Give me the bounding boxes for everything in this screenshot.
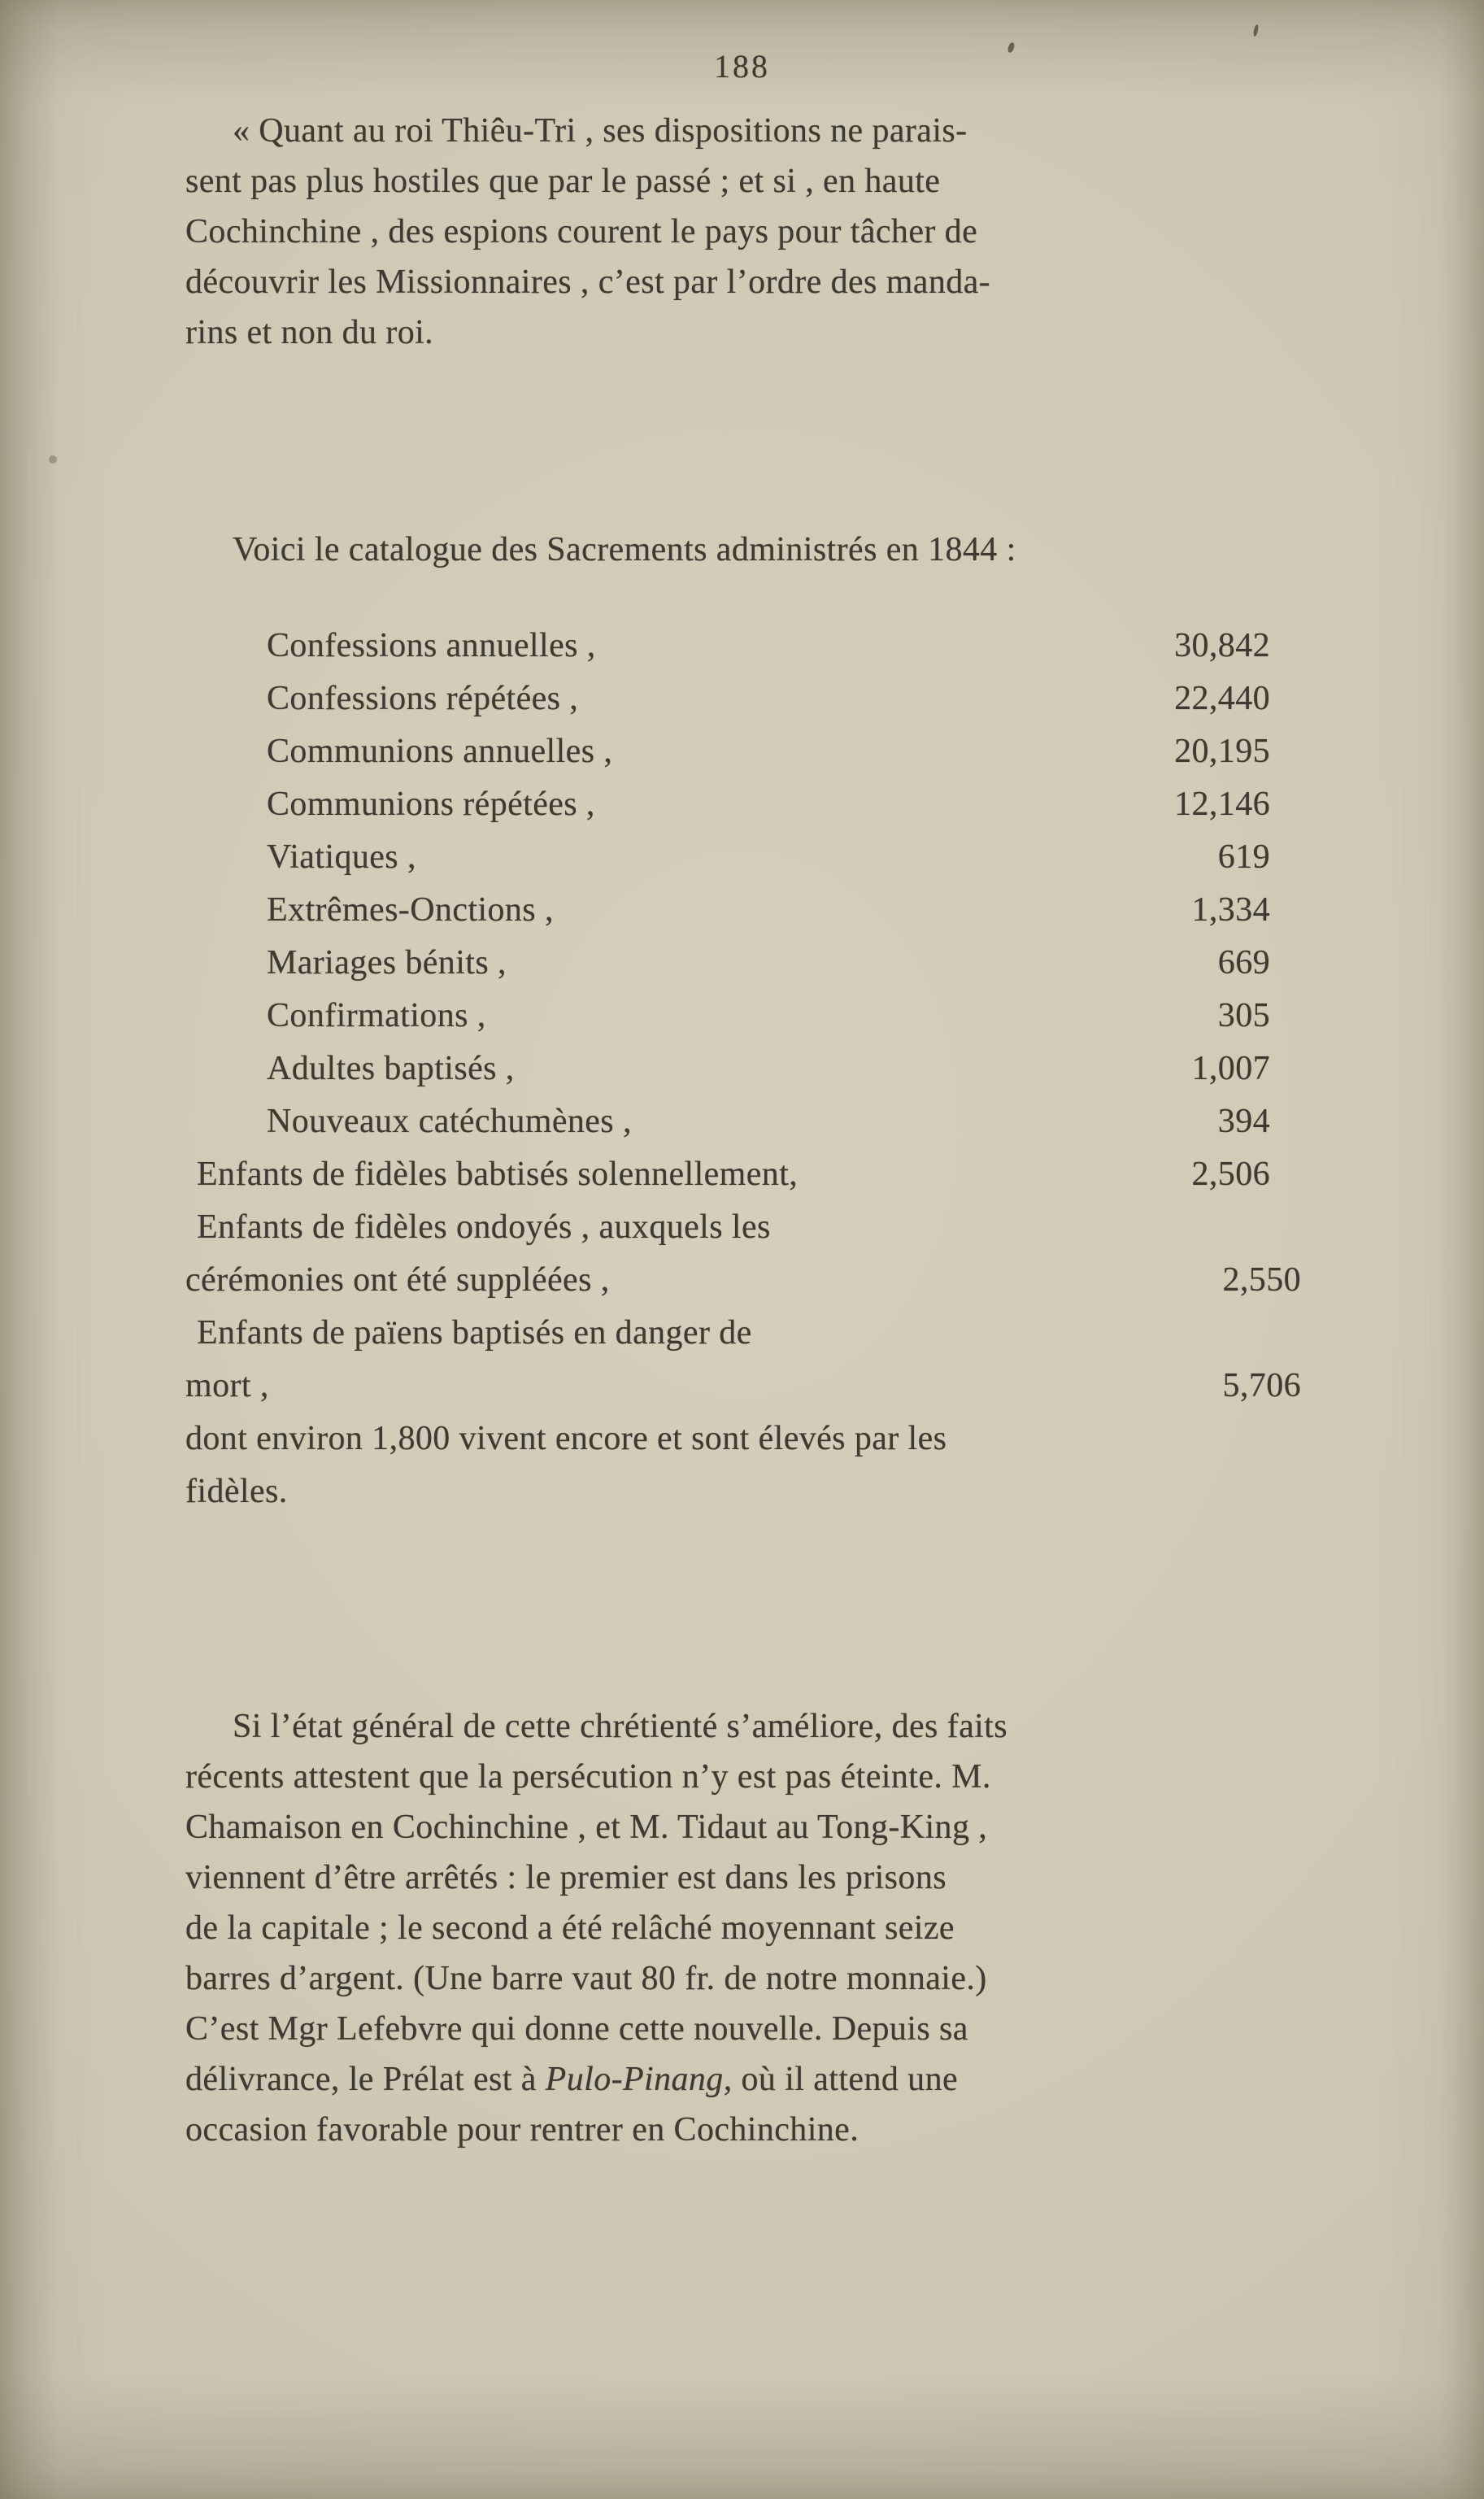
catalog-label: Adultes baptisés , bbox=[267, 1050, 515, 1087]
sacraments-catalog bbox=[185, 620, 1301, 1518]
catalog-row bbox=[185, 725, 1301, 778]
catalog-label: Extrêmes-Onctions , bbox=[267, 891, 554, 929]
text-line: occasion favorable pour rentrer en Cochinchine. bbox=[185, 2111, 860, 2149]
catalog-row bbox=[185, 990, 1301, 1043]
catalog-value: 30,842 bbox=[1174, 627, 1270, 664]
catalog-row bbox=[185, 620, 1301, 673]
catalog-value: 22,440 bbox=[1174, 680, 1270, 717]
ink-speck bbox=[1252, 24, 1259, 37]
paragraph-quote bbox=[185, 106, 1301, 358]
catalog-value: 20,195 bbox=[1174, 733, 1270, 770]
text-segment: délivrance, le Prélat est à bbox=[185, 2061, 546, 2098]
catalog-value: 669 bbox=[1217, 944, 1270, 982]
catalog-value: 305 bbox=[1217, 997, 1270, 1034]
catalog-label: Mariages bénits , bbox=[267, 944, 507, 982]
catalog-row bbox=[185, 673, 1301, 725]
catalog-value: 2,506 bbox=[1191, 1156, 1270, 1193]
catalog-label: Confirmations , bbox=[267, 997, 486, 1034]
catalog-value: 2,550 bbox=[1222, 1261, 1301, 1299]
catalog-value: 12,146 bbox=[1174, 786, 1270, 823]
catalog-label: Enfants de païens baptisés en danger de bbox=[197, 1314, 752, 1352]
catalog-note-line: fidèles. bbox=[185, 1473, 288, 1510]
catalog-row-wrapped bbox=[185, 1360, 1301, 1413]
catalog-intro-line: Voici le catalogue des Sacrements administrés en 1844 : bbox=[233, 531, 1016, 568]
text-line: rins et non du roi. bbox=[185, 314, 434, 351]
catalog-row-wrapped bbox=[185, 1307, 1301, 1360]
text-line: « Quant au roi Thiêu-Tri , ses dispositions ne parais- bbox=[233, 112, 968, 150]
catalog-label: cérémonies ont été suppléées , bbox=[185, 1261, 610, 1299]
catalog-label: Confessions répétées , bbox=[267, 680, 579, 717]
catalog-value: 1,334 bbox=[1191, 891, 1270, 929]
text-line: Cochinchine , des espions courent le pays pour tâcher de bbox=[185, 213, 978, 250]
catalog-row bbox=[185, 831, 1301, 884]
catalog-row bbox=[185, 884, 1301, 937]
catalog-label: Enfants de fidèles babtisés solennellement, bbox=[197, 1156, 799, 1193]
catalog-label: Enfants de fidèles ondoyés , auxquels les bbox=[197, 1208, 771, 1246]
page-number: 188 bbox=[714, 48, 770, 85]
text-line: récents attestent que la persécution n’y est pas éteinte. M. bbox=[185, 1758, 991, 1796]
catalog-row-wrapped bbox=[185, 1201, 1301, 1254]
catalog-note-line: dont environ 1,800 vivent encore et sont élevés par les bbox=[185, 1420, 947, 1457]
text-line: sent pas plus hostiles que par le passé ; et si , en haute bbox=[185, 163, 941, 200]
text-line: découvrir les Missionnaires , c’est par l’ordre des manda- bbox=[185, 263, 991, 301]
text-line: viennent d’être arrêtés : le premier est dans les prisons bbox=[185, 1859, 947, 1896]
catalog-value: 5,706 bbox=[1222, 1367, 1301, 1404]
catalog-row bbox=[185, 1043, 1301, 1095]
text-line: Chamaison en Cochinchine , et M. Tidaut au Tong-King , bbox=[185, 1809, 988, 1846]
text-line: de la capitale ; le second a été relâché moyennant seize bbox=[185, 1909, 955, 1947]
catalog-label: Viatiques , bbox=[267, 838, 416, 876]
text-block bbox=[185, 106, 1301, 2155]
paragraph-closing bbox=[185, 1701, 1301, 2155]
catalog-label: Confessions annuelles , bbox=[267, 627, 596, 664]
catalog-row-wrapped bbox=[185, 1254, 1301, 1307]
text-line-with-italic bbox=[185, 2054, 1301, 2105]
catalog-value: 394 bbox=[1217, 1103, 1270, 1140]
text-segment: où il attend une bbox=[732, 2061, 959, 2098]
catalog-row bbox=[185, 778, 1301, 831]
place-name-italic: Pulo-Pinang, bbox=[545, 2061, 733, 2098]
catalog-label: Communions répétées , bbox=[267, 786, 595, 823]
text-line: C’est Mgr Lefebvre qui donne cette nouvelle. Depuis sa bbox=[185, 2010, 968, 2048]
catalog-value: 619 bbox=[1217, 838, 1270, 876]
catalog-row bbox=[185, 1148, 1301, 1201]
catalog-label: Communions annuelles , bbox=[267, 733, 613, 770]
catalog-row bbox=[185, 1095, 1301, 1148]
catalog-label: mort , bbox=[185, 1367, 269, 1404]
catalog-row bbox=[185, 937, 1301, 990]
catalog-value: 1,007 bbox=[1191, 1050, 1270, 1087]
text-line: barres d’argent. (Une barre vaut 80 fr. de notre monnaie.) bbox=[185, 1960, 987, 1997]
catalog-label: Nouveaux catéchumènes , bbox=[267, 1103, 632, 1140]
ink-speck bbox=[49, 455, 57, 464]
text-line: Si l’état général de cette chrétienté s’améliore, des faits bbox=[233, 1708, 1007, 1745]
